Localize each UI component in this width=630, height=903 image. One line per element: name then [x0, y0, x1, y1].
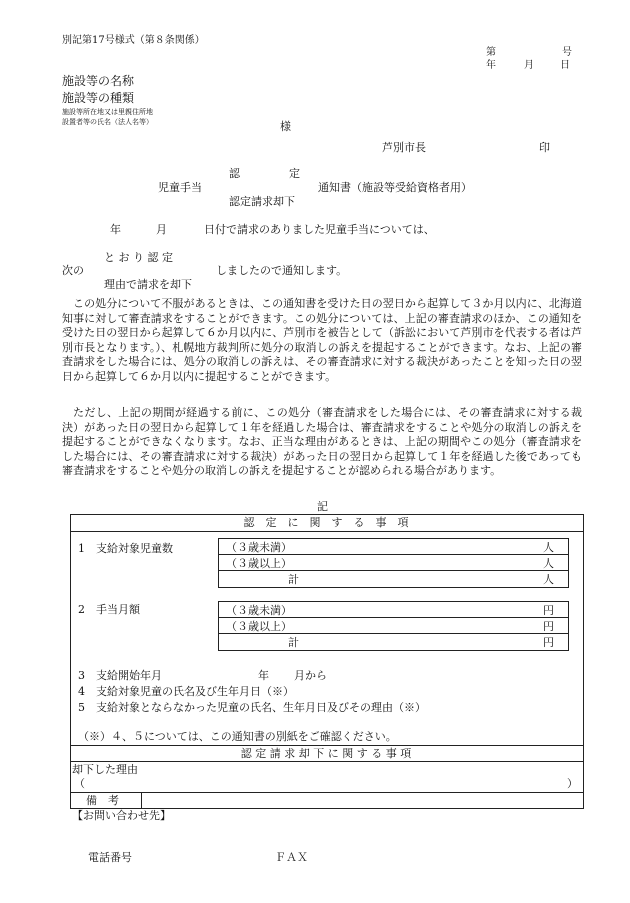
- item1-unit: 人: [543, 541, 554, 554]
- item1-unit: 人: [543, 557, 554, 570]
- issuer-name: 芦別市長: [382, 141, 426, 154]
- body-nen: 年: [110, 223, 121, 236]
- facility-name-label: 施設等の名称: [62, 74, 135, 88]
- reason-paren-close: ）: [567, 777, 578, 790]
- title-left: 児童手当: [158, 181, 202, 194]
- table-note: （※）４、５については、この通知書の別紙をご確認ください。: [78, 730, 397, 743]
- table-header-kyakka: 認 定 請 求 却 下 に 関 す る 事 項: [240, 747, 412, 760]
- biko-label: 備 考: [86, 794, 119, 807]
- body-tsugi: 次の: [62, 264, 84, 277]
- item2-label: 2 手当月額: [78, 603, 140, 616]
- title-right: 通知書（施設等受給資格者用）: [318, 181, 472, 194]
- doc-number-go: 号: [562, 47, 572, 58]
- date-nen: 年: [486, 60, 496, 71]
- item1-row-under3: （３歳未満）: [226, 541, 292, 554]
- table-header-nintei: 認 定 に 関 す る 事 項: [243, 516, 409, 529]
- body-tsuki: 月: [156, 223, 167, 236]
- facility-type-label: 施設等の種類: [62, 91, 135, 105]
- facility-address-label: 施設等所在地又は里親住所地: [62, 108, 153, 116]
- title-nintei-1: 認: [229, 167, 240, 180]
- date-tsuki: 月: [524, 60, 534, 71]
- facility-person-label: 設置者等の氏名（法人名等）: [62, 118, 153, 126]
- doc-number-dai: 第: [486, 47, 496, 58]
- item3-tsuki: 月から: [294, 669, 327, 682]
- body-upper: と お り 認 定: [104, 251, 173, 264]
- item2-unit: 円: [543, 604, 554, 617]
- item2-unit: 円: [543, 620, 554, 633]
- reason-paren-open: （: [74, 777, 85, 790]
- item3-nen: 年: [258, 669, 269, 682]
- item1-row-over3: （３歳以上）: [226, 557, 292, 570]
- item3-label: 3 支給開始年月: [78, 669, 162, 682]
- ki-label: 記: [317, 500, 328, 513]
- paragraph-deadline: ただし、上記の期間が経過する前に、この処分（審査請求をした場合には、その審査請求に対する裁決）があった日の翌日から起算して１年を経過した場合は、審査請求をすることや処分の取消しの訴えを提起することができなくなります。なお、正当な理由があるときは、上記の期間やこの処分（審査請求をした場合には、その審査請求に対する裁決）があった日の翌日から起算して１年を経過した後であっても審査請求をすることや処分の取消しの訴えを提起することが認められる場合があります。: [62, 406, 582, 478]
- item5-label: 5 支給対象とならなかった児童の氏名、生年月日及びその理由（※）: [78, 701, 426, 714]
- date-hi: 日: [560, 60, 570, 71]
- body-lower: 理由で請求を却下: [104, 278, 192, 291]
- title-nintei-2: 定: [289, 167, 300, 180]
- contact-fax: ＦＡＸ: [275, 851, 308, 864]
- paragraph-appeal: この処分について不服があるときは、この通知書を受けた日の翌日から起算して３か月以内に、北海道知事に対して審査請求をすることができます。この処分については、上記の審査請求のほか、この通知を受けた日の翌日から起算して６か月以内に、芦別市を被告として（訴訟において芦別市を代表する者は芦別市長となります。）、札幌地方裁判所に処分の取消しの訴えを提起することができます。なお、上記の審査請求をした場合には、処分の取消しの訴えは、その審査請求に対する裁決があったことを知った日の翌日から起算して６か月以内に提起することができます。: [62, 297, 582, 383]
- body-line2-text: しましたので通知します。: [216, 264, 348, 277]
- reason-label: 却下した理由: [72, 763, 138, 776]
- contact-phone: 電話番号: [88, 851, 132, 864]
- item1-label: 1 支給対象児童数: [78, 542, 173, 555]
- item4-label: 4 支給対象児童の氏名及び生年月日（※）: [78, 685, 294, 698]
- item2-row-over3: （３歳以上）: [226, 620, 292, 633]
- item1-row-total: 計: [288, 573, 299, 586]
- form-id: 別記第17号様式（第８条関係）: [62, 35, 205, 46]
- issuer-seal: 印: [539, 141, 550, 154]
- item1-unit: 人: [543, 573, 554, 586]
- sama-label: 様: [280, 120, 291, 133]
- item2-row-total: 計: [288, 636, 299, 649]
- title-kyakka: 認定請求却下: [229, 195, 295, 208]
- contact-title: 【お問い合わせ先】: [72, 809, 171, 822]
- item2-unit: 円: [543, 636, 554, 649]
- item2-row-under3: （３歳未満）: [226, 604, 292, 617]
- body-line1-text: 日付で請求のありました児童手当については、: [204, 223, 435, 236]
